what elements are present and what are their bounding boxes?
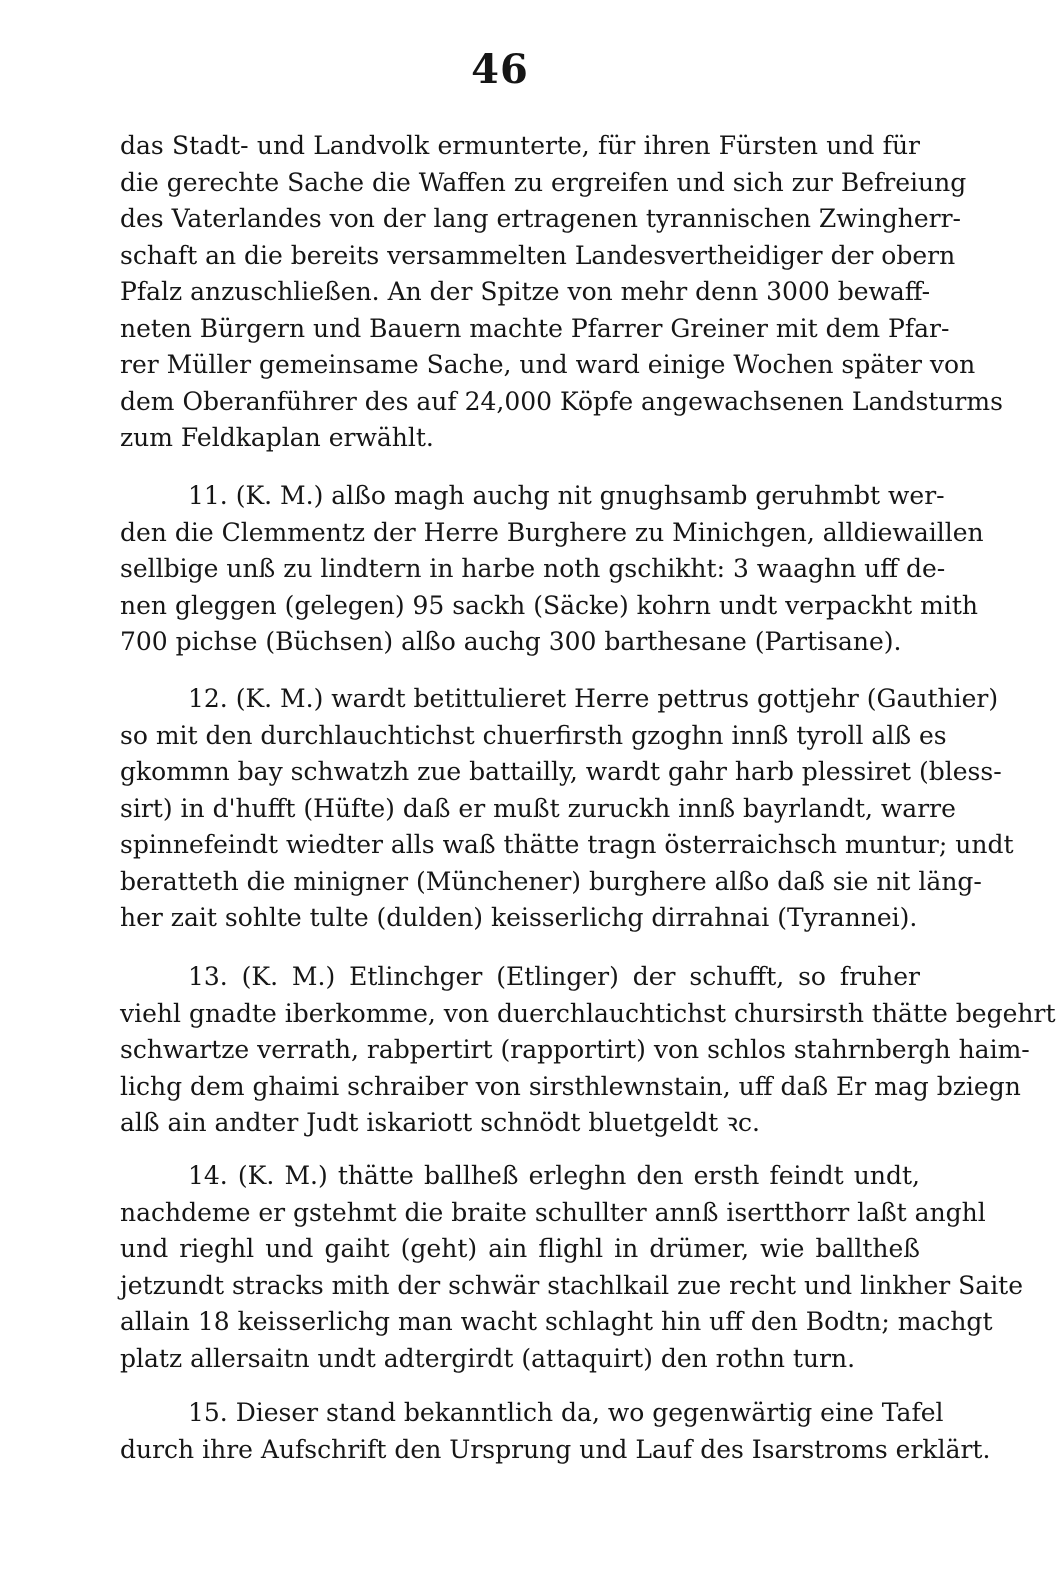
text-line: beratteth die minigner (Münchener) burghere alßo daß sie nit läng- [120, 866, 982, 896]
text-line: neten Bürgern und Bauern machte Pfarrer Greiner mit dem Pfar- [120, 313, 950, 343]
text-line: und rieghl und gaiht (geht) ain flighl in drümer, wie balltheß [120, 1234, 920, 1263]
paragraph-6 [120, 1395, 991, 1468]
text-line: schaft an die bereits versammelten Landesvertheidiger der obern [120, 240, 956, 270]
text-line: jetzundt stracks mith der schwär stachlkail zue recht und linkher Saite [120, 1270, 1024, 1300]
text-line: das Stadt- und Landvolk ermunterte, für ihren Fürsten und für [120, 131, 920, 160]
text-line: platz allersaitn undt adtergirdt (attaquirt) den rothn turn. [120, 1343, 856, 1373]
text-line: nen gleggen (gelegen) 95 sackh (Säcke) kohrn undt verpackht mith [120, 590, 979, 620]
text-line: Pfalz anzuschließen. An der Spitze von mehr denn 3000 bewaff- [120, 277, 931, 306]
paragraph-4 [120, 959, 1056, 1142]
text-line: alß ain andter Judt iskariott schnödt bluetgeldt ꝛc. [120, 1108, 760, 1137]
text-line: 11. (K. M.) alßo magh auchg nit gnughsamb geruhmbt wer- [188, 481, 945, 510]
text-line: allain 18 keisserlichg man wacht schlaght hin uff den Bodtn; machgt [120, 1307, 993, 1336]
text-line: die gerechte Sache die Waffen zu ergreifen und sich zur Befreiung [120, 167, 967, 197]
text-line: 14. (K. M.) thätte ballheß erleghn den ersth feindt undt, [188, 1161, 920, 1190]
text-line: zum Feldkaplan erwählt. [120, 423, 434, 452]
text-line: des Vaterlandes von der lang ertragenen tyrannischen Zwingherr- [120, 204, 961, 233]
text-line: 700 pichse (Büchsen) alßo auchg 300 barthesane (Partisane). [120, 627, 902, 656]
text-line: schwartze verrath, rabpertirt (rapportirt) von schlos stahrnbergh haim- [120, 1035, 1030, 1064]
text-line: spinnefeindt wiedter alls waß thätte tragn österraichsch muntur; undt [120, 830, 1014, 859]
text-line: 12. (K. M.) wardt betittulieret Herre pettrus gottjehr (Gauthier) [188, 684, 999, 713]
paragraph-3 [120, 681, 1014, 937]
text-line: dem Oberanführer des auf 24,000 Köpfe angewachsenen Landsturms [120, 386, 1003, 416]
paragraph-2 [120, 478, 984, 661]
text-line: so mit den durchlauchtichst chuerfirsth gzoghn innß tyroll alß es [120, 720, 947, 750]
text-line: viehl gnadte iberkomme, von duerchlauchtichst chursirsth thätte begehrt [120, 998, 1056, 1028]
text-line: 15. Dieser stand bekanntlich da, wo gegenwärtig eine Tafel [188, 1398, 944, 1427]
text-line: sellbige unß zu lindtern in harbe noth gschikht: 3 waaghn uff de- [120, 554, 946, 583]
text-line: her zait sohlte tulte (dulden) keisserlichg dirrahnai (Tyrannei). [120, 903, 918, 932]
text-line: sirt) in d'hufft (Hüfte) daß er mußt zuruckh innß bayrlandt, warre [120, 793, 956, 823]
text-line: den die Clemmentz der Herre Burghere zu Minichgen, alldiewaillen [120, 517, 984, 547]
text-line: gkommn bay schwatzh zue battailly, wardt gahr harb plessiret (bless- [120, 757, 1002, 786]
text-line: durch ihre Aufschrift den Ursprung und Lauf des Isarstroms erklärt. [120, 1434, 991, 1464]
paragraph-5 [120, 1158, 1024, 1377]
page-number: 46 [471, 46, 529, 93]
text-line: lichg dem ghaimi schraiber von sirsthlewnstain, uff daß Er mag bziegn [120, 1071, 1021, 1101]
paragraph-1 [120, 128, 1003, 457]
text-line: 13. (K. M.) Etlinchger (Etlinger) der schufft, so fruher [188, 962, 920, 991]
text-line: rer Müller gemeinsame Sache, und ward einige Wochen später von [120, 350, 976, 379]
text-line: nachdeme er gstehmt die braite schullter annß isertthorr laßt anghl [120, 1197, 986, 1227]
